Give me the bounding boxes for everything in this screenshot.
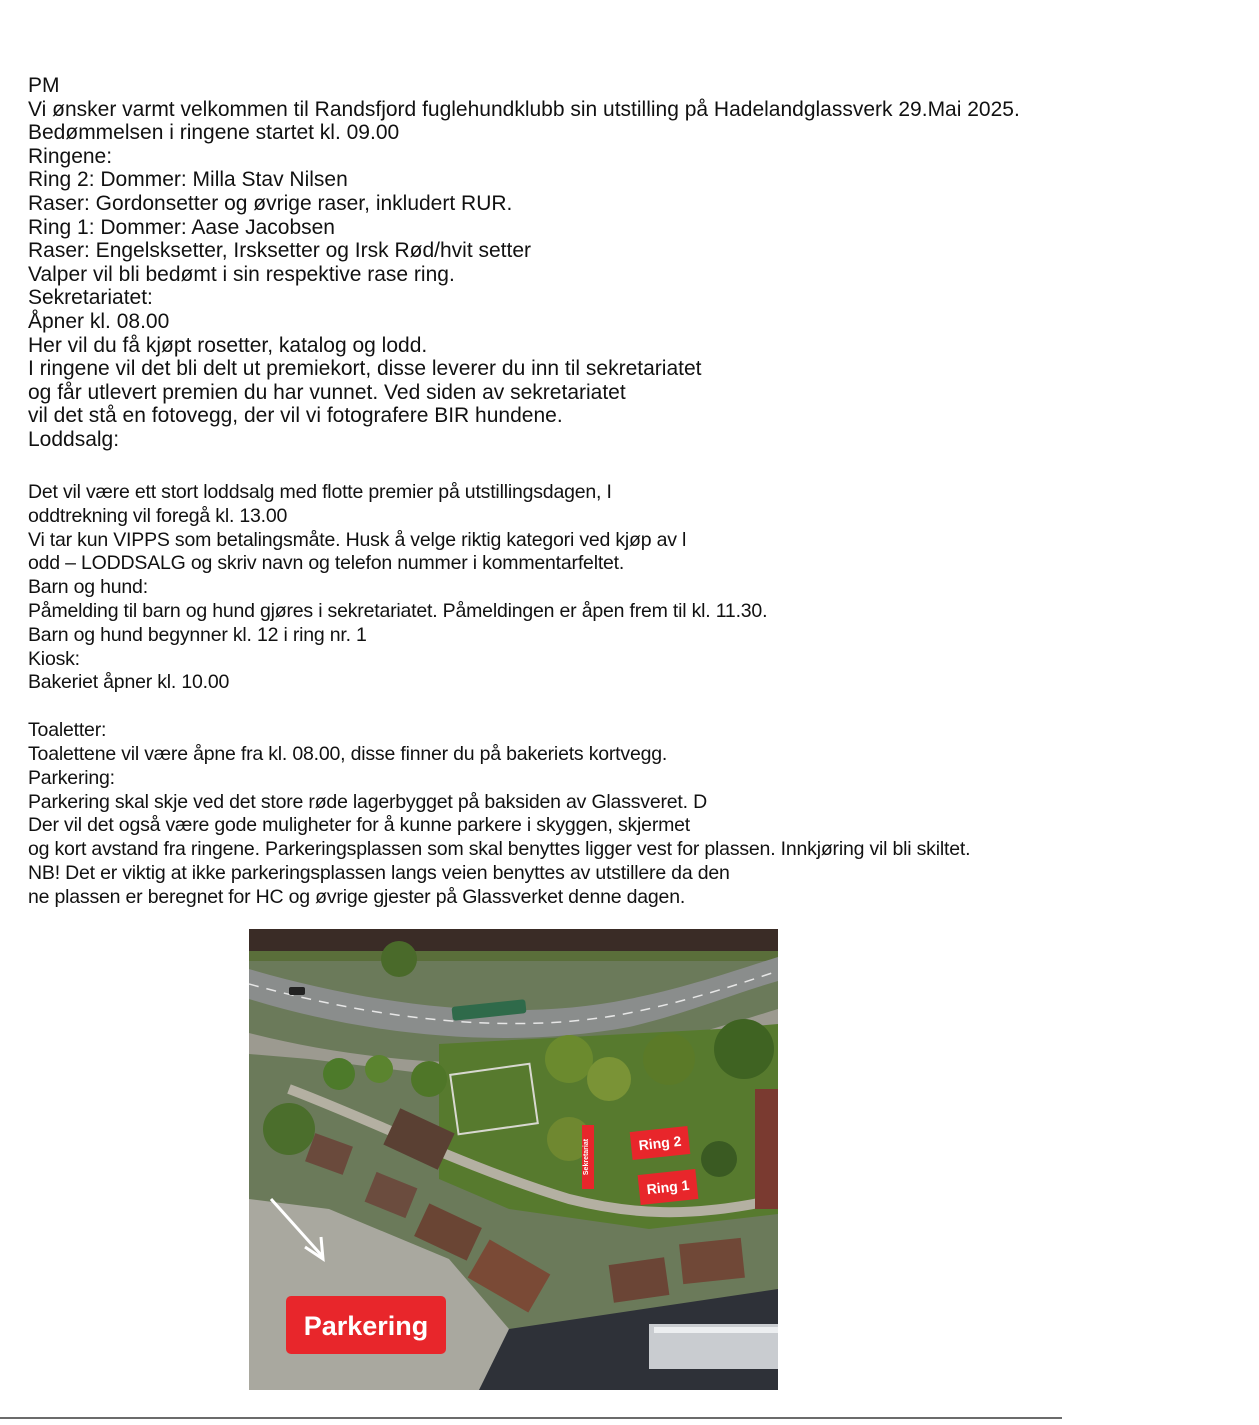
text-line: Raser: Gordonsetter og øvrige raser, inkludert RUR. — [28, 191, 513, 215]
text-line: Åpner kl. 08.00 — [28, 309, 170, 333]
parkering-label: Parkering — [303, 1311, 429, 1341]
text-line: Barn og hund begynner kl. 12 i ring nr. 1 — [28, 623, 367, 646]
section-heading-sekretariatet: Sekretariatet: — [28, 286, 153, 310]
text-line: Det vil være ett stort loddsalg med flotte premier på utstillingsdagen, I — [28, 481, 612, 503]
text-line: ne plassen er beregnet for HC og øvrige gjester på Glassverket denne dagen. — [28, 885, 686, 908]
text-line: Ring 2: Dommer: Milla Stav Nilsen — [28, 168, 348, 192]
text-line: I ringene vil det bli delt ut premiekort, disse leverer du inn til sekretariatet — [28, 357, 702, 381]
section-heading-parkering: Parkering: — [28, 766, 115, 789]
text-line: Ring 1: Dommer: Aase Jacobsen — [28, 215, 335, 239]
aerial-site-map — [249, 929, 778, 1390]
ring-2-label: Ring 2 — [637, 1132, 683, 1154]
text-line: Toalettene vil være åpne fra kl. 08.00, disse finner du på bakeriets kortvegg. — [28, 742, 668, 765]
doc-heading-pm: PM — [28, 74, 60, 97]
sekretariat-label: Sekretariat — [583, 1138, 590, 1176]
text-line: Vi tar kun VIPPS som betalingsmåte. Husk å velge riktig kategori ved kjøp av l — [28, 528, 687, 551]
text-line: Valper vil bli bedømt i sin respektive rase ring. — [28, 262, 455, 286]
text-line: og kort avstand fra ringene. Parkeringsplassen som skal benyttes ligger vest for plassen. Innkjøring vil bli skiltet. — [28, 838, 971, 861]
lower-text-block — [28, 481, 1228, 910]
section-heading-ringene: Ringene: — [28, 144, 113, 168]
text-line: og får utlevert premien du har vunnet. Ved siden av sekretariatet — [28, 380, 626, 404]
section-heading-toaletter: Toaletter: — [28, 719, 107, 742]
text-line: Parkering skal skje ved det store røde lagerbygget på baksiden av Glassveret. D — [28, 790, 707, 813]
upper-text-block — [28, 74, 1228, 452]
section-heading-barn-og-hund: Barn og hund: — [28, 576, 148, 599]
text-line: Vi ønsker varmt velkommen til Randsfjord fuglehundklubb sin utstilling på Hadelandglassverk 29.Mai 2025. — [28, 97, 1020, 121]
section-heading-kiosk: Kiosk: — [28, 647, 80, 670]
text-line: Påmelding til barn og hund gjøres i sekretariatet. Påmeldingen er åpen frem til kl. 11.30. — [28, 599, 768, 622]
text-line: Raser: Engelsksetter, Irsksetter og Irsk Rød/hvit setter — [28, 239, 532, 263]
text-line: Bedømmelsen i ringene startet kl. 09.00 — [28, 121, 400, 145]
text-line: odd – LODDSALG og skriv navn og telefon nummer i kommentarfeltet. — [28, 552, 625, 575]
text-line: Her vil du få kjøpt rosetter, katalog og lodd. — [28, 333, 428, 357]
text-line: vil det stå en fotovegg, der vil vi fotografere BIR hundene. — [28, 404, 563, 428]
section-heading-loddsalg: Loddsalg: — [28, 427, 120, 451]
text-line: NB! Det er viktig at ikke parkeringsplassen langs veien benyttes av utstillere da den — [28, 861, 730, 884]
text-line: oddtrekning vil foregå kl. 13.00 — [28, 504, 288, 527]
bottom-divider — [0, 1417, 1062, 1419]
text-line: Der vil det også være gode muligheter for å kunne parkere i skyggen, skjermet — [28, 814, 691, 837]
text-line: Bakeriet åpner kl. 10.00 — [28, 671, 230, 694]
ring-1-label: Ring 1 — [645, 1176, 691, 1198]
paragraph-gap — [28, 695, 1228, 719]
